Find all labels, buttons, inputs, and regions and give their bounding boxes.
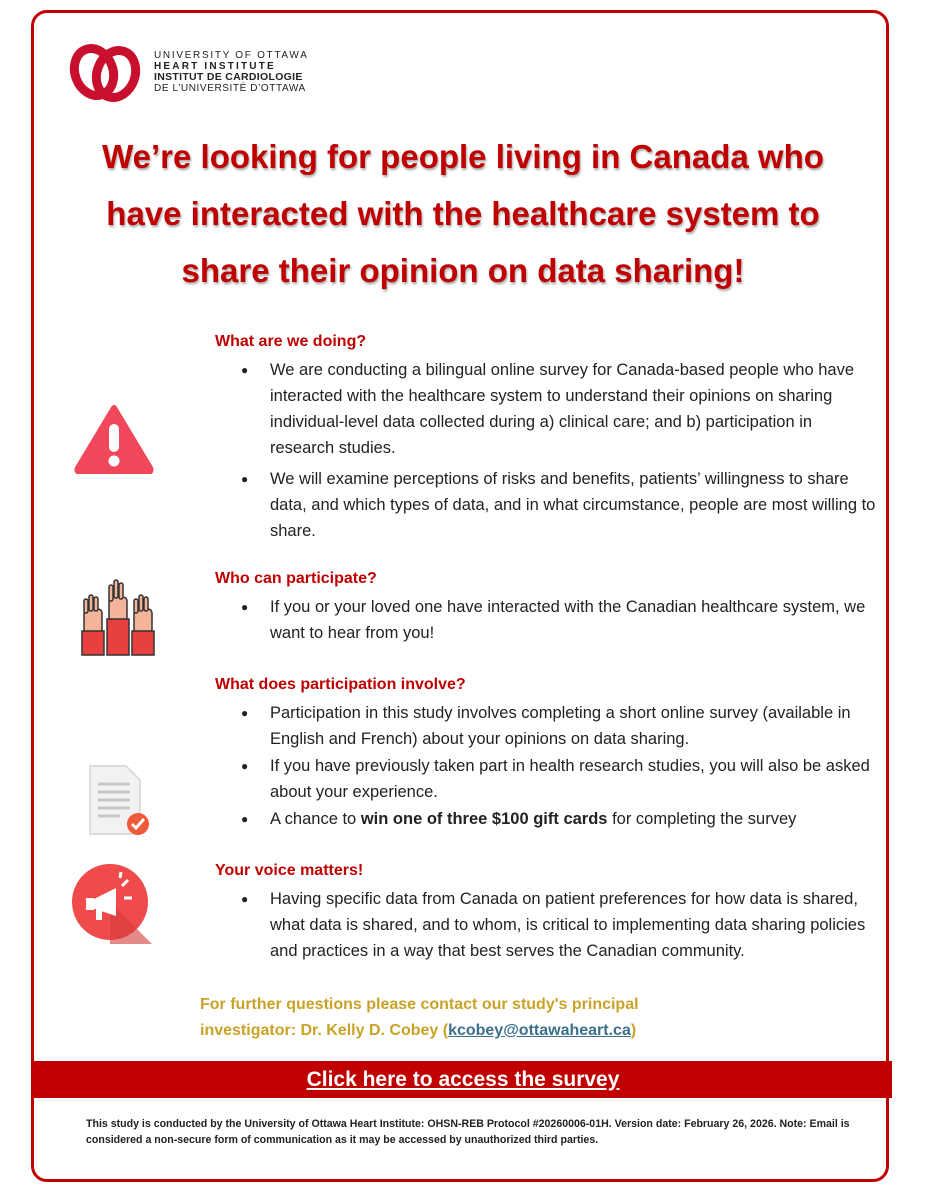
section-what-doing	[215, 333, 880, 544]
bullet-list	[215, 594, 880, 646]
headline	[50, 128, 876, 299]
bullet-list	[215, 700, 880, 832]
list-item: ● Participation in this study involves completing a short online survey (available in English and French) about your opinions on data sharing.	[241, 704, 851, 748]
bullet-list	[215, 357, 880, 544]
gift-card-highlight: win one of three $100 gift cards	[360, 810, 608, 828]
list-item: ● If you or your loved one have interacted with the Canadian healthcare system, we want to hear from you!	[241, 598, 866, 642]
headline-line-1: We’re looking for people living in Canada who	[102, 138, 824, 175]
contact-info: For further questions please contact our study's principal investigator: Dr. Kelly D. Cobey (kcobey@ottawaheart.ca)	[200, 996, 639, 1039]
headline-line-3: share their opinion on data sharing!	[181, 252, 745, 289]
section-voice-matters	[215, 862, 880, 964]
section-participation-involve	[215, 676, 880, 832]
section-heading: What does participation involve?	[215, 676, 466, 693]
headline-line-2: have interacted with the healthcare system to	[106, 195, 820, 232]
section-heading: What are we doing?	[215, 333, 367, 350]
logo-heart-icon	[68, 40, 146, 108]
contact-line-1: For further questions please contact our study's principal	[200, 996, 639, 1013]
warning-icon	[74, 404, 154, 474]
document-check-icon	[86, 762, 152, 838]
section-heading: Your voice matters!	[215, 862, 364, 879]
contact-email-link[interactable]: kcobey@ottawaheart.ca	[448, 1022, 631, 1039]
survey-link[interactable]: Click here to access the survey	[306, 1067, 620, 1091]
list-item: ● A chance to win one of three $100 gift cards for completing the survey	[241, 810, 797, 828]
heart-institute-logo	[68, 40, 368, 110]
logo-line-1: UNIVERSITY OF OTTAWA	[154, 50, 309, 61]
bullet-list	[215, 886, 880, 964]
list-item: ● If you have previously taken part in health research studies, you will also be asked about your experience.	[241, 757, 870, 801]
list-item: ● We will examine perceptions of risks and benefits, patients’ willingness to share data, and which types of data, and in what circumstance, people are most willing to share.	[241, 470, 876, 540]
megaphone-icon	[70, 864, 152, 944]
raised-hands-icon	[78, 577, 158, 657]
footer-disclaimer: This study is conducted by the University of Ottawa Heart Institute: OHSN-REB Protocol #20260006-01H. Version date: February 26, 2026. Note: Email is considered a non-secure form of communication as it may be accessed by unauthorized third parties.	[86, 1118, 850, 1146]
section-heading: Who can participate?	[215, 570, 377, 587]
list-item: ● We are conducting a bilingual online survey for Canada-based people who have interacted with the healthcare system to understand their opinions on sharing individual-level data collected during a) clinical care; and b) participation in research studies.	[241, 361, 854, 457]
logo-text	[154, 50, 309, 94]
logo-line-4: DE L’UNIVERSITÉ D’OTTAWA	[154, 83, 306, 94]
list-item: ● Having specific data from Canada on patient preferences for how data is shared, what data is shared, and to whom, is critical to implementing data sharing policies and practices in a way that best serves the Canadian community.	[241, 890, 866, 960]
contact-line-2: investigator: Dr. Kelly D. Cobey (	[200, 1022, 449, 1039]
survey-cta-banner[interactable]	[34, 1061, 892, 1098]
section-who-participate	[215, 570, 880, 646]
logo-line-3: INSTITUT DE CARDIOLOGIE	[154, 71, 303, 83]
logo-line-2: HEART INSTITUTE	[154, 61, 276, 72]
